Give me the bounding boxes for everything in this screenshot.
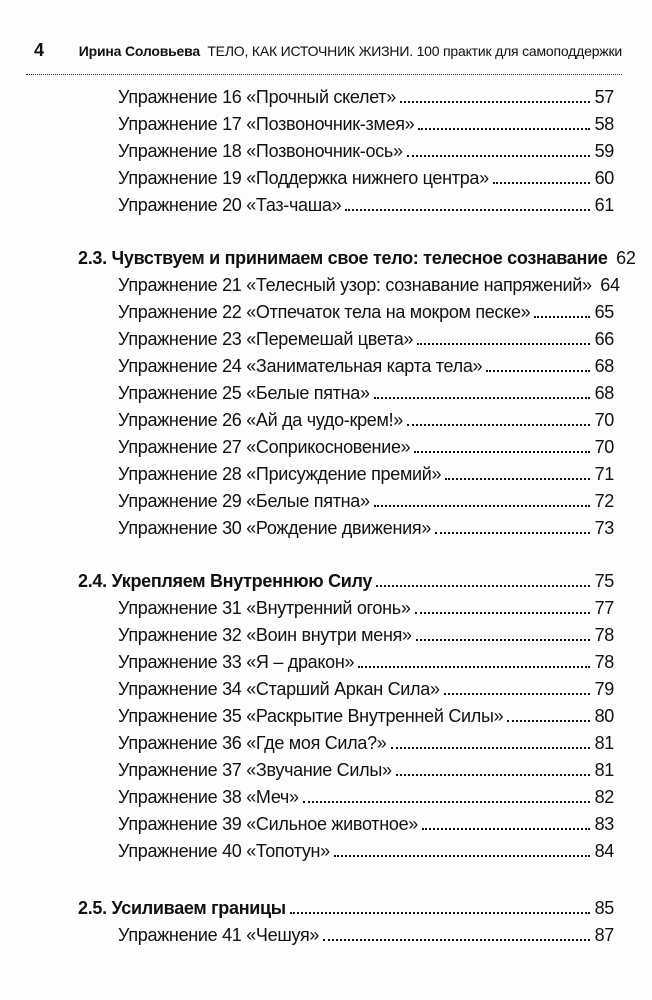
toc-entry[interactable] bbox=[0, 784, 652, 811]
toc-entry-page: 70 bbox=[594, 437, 614, 457]
toc-entry-label: Упражнение 24 «Занимательная карта тела» bbox=[118, 356, 483, 376]
toc-entry-page: 73 bbox=[594, 518, 614, 538]
toc-entry-page: 78 bbox=[594, 652, 614, 672]
section-gap bbox=[0, 865, 652, 895]
toc-entry-label: Упражнение 39 «Сильное животное» bbox=[118, 814, 419, 834]
toc-entry[interactable] bbox=[0, 757, 652, 784]
running-header bbox=[26, 40, 622, 75]
toc-entry-page: 66 bbox=[594, 329, 614, 349]
dot-leader bbox=[422, 827, 590, 830]
toc-entry[interactable] bbox=[0, 811, 652, 838]
toc-entry[interactable] bbox=[0, 380, 652, 407]
toc-entry[interactable] bbox=[0, 299, 652, 326]
toc-entry-page: 84 bbox=[594, 841, 614, 861]
dot-leader bbox=[417, 342, 590, 345]
toc-entry-page: 61 bbox=[594, 195, 614, 215]
dot-leader bbox=[493, 181, 590, 184]
toc-entry-page: 70 bbox=[594, 410, 614, 430]
toc-entry-page: 57 bbox=[594, 87, 614, 107]
toc-entry-page: 80 bbox=[594, 706, 614, 726]
dot-leader bbox=[303, 800, 590, 803]
toc-entry[interactable] bbox=[0, 272, 652, 299]
dot-leader bbox=[290, 911, 590, 914]
toc-entry-page: 81 bbox=[594, 733, 614, 753]
toc-entry-label: Упражнение 20 «Таз-чаша» bbox=[118, 195, 342, 215]
toc-entry-label: Упражнение 16 «Прочный скелет» bbox=[118, 87, 396, 107]
table-of-contents bbox=[0, 84, 652, 949]
dot-leader bbox=[486, 369, 590, 372]
toc-entry[interactable] bbox=[0, 622, 652, 649]
toc-section-label: 2.4. Укрепляем Внутреннюю Силу bbox=[78, 571, 373, 591]
dot-leader bbox=[534, 315, 590, 318]
toc-entry-page: 81 bbox=[594, 760, 614, 780]
toc-section-label: 2.3. Чувствуем и принимаем свое тело: телесное сознавание bbox=[78, 248, 608, 268]
toc-entry-label: Упражнение 19 «Поддержка нижнего центра» bbox=[118, 168, 489, 188]
toc-entry-label: Упражнение 40 «Топотун» bbox=[118, 841, 330, 861]
dot-leader bbox=[444, 692, 590, 695]
toc-entry[interactable] bbox=[0, 111, 652, 138]
toc-entry[interactable] bbox=[0, 84, 652, 111]
dot-leader bbox=[407, 423, 590, 426]
toc-section-page: 62 bbox=[616, 248, 636, 268]
toc-entry-label: Упражнение 31 «Внутренний огонь» bbox=[118, 598, 411, 618]
toc-entry-page: 78 bbox=[594, 625, 614, 645]
dot-leader bbox=[376, 584, 590, 587]
toc-section-label: 2.5. Усиливаем границы bbox=[78, 898, 286, 918]
dot-leader bbox=[374, 396, 590, 399]
toc-entry-label: Упражнение 27 «Соприкосновение» bbox=[118, 437, 411, 457]
toc-entry[interactable] bbox=[0, 461, 652, 488]
toc-entry-label: Упражнение 32 «Воин внутри меня» bbox=[118, 625, 412, 645]
dot-leader bbox=[334, 854, 590, 857]
toc-entry-page: 82 bbox=[594, 787, 614, 807]
toc-entry[interactable] bbox=[0, 407, 652, 434]
dot-leader bbox=[507, 719, 590, 722]
toc-entry-page: 60 bbox=[594, 168, 614, 188]
toc-entry[interactable] bbox=[0, 922, 652, 949]
toc-entry-page: 68 bbox=[594, 356, 614, 376]
toc-section-page: 85 bbox=[594, 898, 614, 918]
toc-entry-page: 87 bbox=[594, 925, 614, 945]
toc-entry-page: 65 bbox=[594, 302, 614, 322]
toc-entry[interactable] bbox=[0, 730, 652, 757]
dot-leader bbox=[416, 638, 590, 641]
toc-entry-label: Упражнение 33 «Я – дракон» bbox=[118, 652, 355, 672]
toc-entry-label: Упражнение 17 «Позвоночник-змея» bbox=[118, 114, 415, 134]
toc-entry[interactable] bbox=[0, 649, 652, 676]
toc-entry[interactable] bbox=[0, 838, 652, 865]
section-gap bbox=[0, 542, 652, 568]
toc-entry-label: Упражнение 22 «Отпечаток тела на мокром песке» bbox=[118, 302, 531, 322]
toc-entry-page: 72 bbox=[594, 491, 614, 511]
author-name: Ирина Соловьева bbox=[78, 43, 200, 59]
toc-entry-label: Упражнение 41 «Чешуя» bbox=[118, 925, 320, 945]
toc-section[interactable] bbox=[0, 245, 652, 272]
dot-leader bbox=[323, 938, 590, 941]
toc-entry-page: 77 bbox=[594, 598, 614, 618]
toc-entry[interactable] bbox=[0, 138, 652, 165]
toc-entry-page: 68 bbox=[594, 383, 614, 403]
toc-entry-page: 83 bbox=[594, 814, 614, 834]
dot-leader bbox=[435, 531, 590, 534]
toc-entry[interactable] bbox=[0, 703, 652, 730]
toc-entry-label: Упражнение 37 «Звучание Силы» bbox=[118, 760, 392, 780]
toc-entry-page: 64 bbox=[600, 275, 620, 295]
toc-entry-label: Упражнение 23 «Перемешай цвета» bbox=[118, 329, 414, 349]
toc-section[interactable] bbox=[0, 568, 652, 595]
toc-entry-label: Упражнение 25 «Белые пятна» bbox=[118, 383, 370, 403]
dot-leader bbox=[396, 773, 590, 776]
toc-entry[interactable] bbox=[0, 595, 652, 622]
dot-leader bbox=[374, 504, 590, 507]
toc-entry-page: 58 bbox=[594, 114, 614, 134]
toc-entry[interactable] bbox=[0, 165, 652, 192]
toc-entry-page: 59 bbox=[594, 141, 614, 161]
toc-section[interactable] bbox=[0, 895, 652, 922]
toc-entry[interactable] bbox=[0, 488, 652, 515]
toc-section-page: 75 bbox=[594, 571, 614, 591]
toc-entry[interactable] bbox=[0, 434, 652, 461]
toc-entry-page: 79 bbox=[594, 679, 614, 699]
dot-leader bbox=[358, 665, 590, 668]
toc-entry[interactable] bbox=[0, 192, 652, 219]
toc-entry-label: Упражнение 28 «Присуждение премий» bbox=[118, 464, 442, 484]
dot-leader bbox=[445, 477, 590, 480]
toc-entry-label: Упражнение 26 «Ай да чудо-крем!» bbox=[118, 410, 403, 430]
toc-entry-page: 71 bbox=[594, 464, 614, 484]
toc-entry[interactable] bbox=[0, 353, 652, 380]
toc-entry-label: Упражнение 29 «Белые пятна» bbox=[118, 491, 370, 511]
toc-entry-label: Упражнение 38 «Меч» bbox=[118, 787, 299, 807]
dot-leader bbox=[391, 746, 590, 749]
toc-entry[interactable] bbox=[0, 515, 652, 542]
toc-entry-label: Упражнение 35 «Раскрытие Внутренней Силы» bbox=[118, 706, 504, 726]
dot-leader bbox=[407, 154, 590, 157]
page-number: 4 bbox=[34, 40, 45, 60]
dot-leader bbox=[400, 100, 590, 103]
dot-leader bbox=[418, 127, 590, 130]
book-title: ТЕЛО, КАК ИСТОЧНИК ЖИЗНИ. 100 практик для самоподдержки bbox=[207, 43, 622, 59]
dot-leader bbox=[345, 208, 590, 211]
toc-entry-label: Упражнение 36 «Где моя Сила?» bbox=[118, 733, 387, 753]
toc-entry[interactable] bbox=[0, 676, 652, 703]
toc-entry-label: Упражнение 21 «Телесный узор: сознавание напряжений» bbox=[118, 275, 592, 295]
toc-entry-label: Упражнение 34 «Старший Аркан Сила» bbox=[118, 679, 440, 699]
section-gap bbox=[0, 219, 652, 245]
dot-leader bbox=[414, 450, 590, 453]
toc-entry[interactable] bbox=[0, 326, 652, 353]
dot-leader bbox=[415, 611, 590, 614]
toc-entry-label: Упражнение 18 «Позвоночник-ось» bbox=[118, 141, 403, 161]
running-title bbox=[79, 43, 622, 59]
toc-entry-label: Упражнение 30 «Рождение движения» bbox=[118, 518, 432, 538]
